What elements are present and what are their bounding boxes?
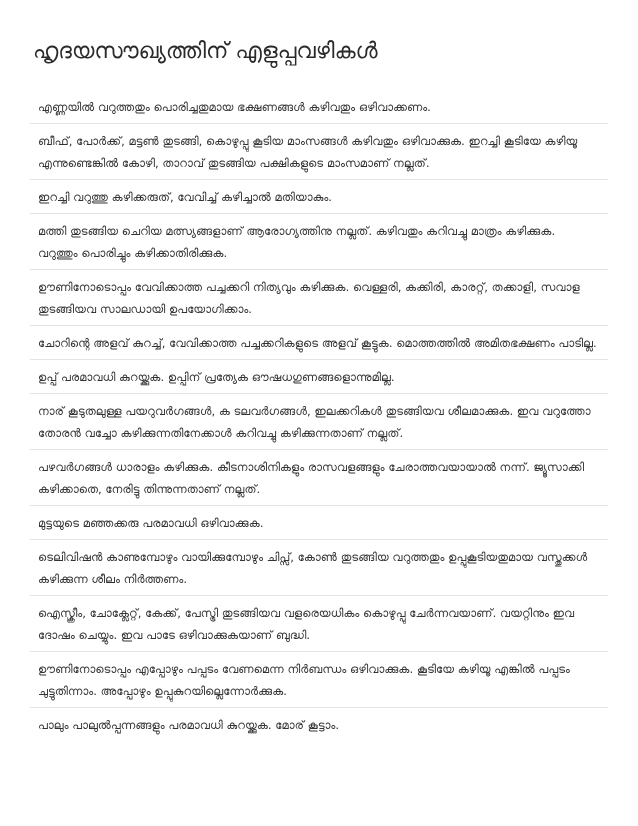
tip-item: ചോറിന്റെ അളവ് കുറച്ച്, വേവിക്കാത്ത പച്ചക്കറികളുടെ അളവ് കൂട്ടുക. മൊത്തത്തിൽ അമിതഭക്ഷണം പാടില്ല. — [30, 326, 608, 360]
tip-item: പാലും പാലുൽപ്പന്നങ്ങളും പരമാവധി കുറയ്ക്കുക. മോര് കൂട്ടാം. — [38, 717, 340, 732]
tip-item: മത്തി തുടങ്ങിയ ചെറിയ മത്സ്യങ്ങളാണ് ആരോഗ്യത്തിനു നല്ലത്. കഴിവതും കറിവച്ചു മാത്രം കഴിക്കുക. വറുത്തും പൊരിച്ചും കഴിക്കാതിരിക്കുക. — [30, 214, 608, 270]
tip-item: മുട്ടയുടെ മഞ്ഞക്കരു പരമാവധി ഒഴിവാക്കുക. — [30, 506, 608, 540]
tip-item: നാര് കൂടുതലുള്ള പയറുവർഗങ്ങൾ, ക ടലവർഗങ്ങൾ, ഇലക്കറികൾ തുടങ്ങിയവ ശീലമാക്കുക. ഇവ വറുത്തോ തോരൻ വച്ചോ കഴിക്കുന്നതിനേക്കാൾ കറിവച്ചു കഴിക്കുന്നതാണ് നല്ലത്. — [30, 394, 608, 450]
page-title: ഹൃദയസൗഖ്യത്തിന് എളുപ്പവഴികൾ — [33, 39, 378, 64]
tip-item: ഊണിനോടൊപ്പം വേവിക്കാത്ത പച്ചക്കറി നിത്യവും കഴിക്കുക. വെള്ളരി, കക്കിരി, കാരറ്റ്, തക്കാളി, സവാള തുടങ്ങിയവ സാലഡായി ഉപയോഗിക്കാം. — [30, 270, 608, 326]
tip-item: ഉപ്പ് പരമാവധി കുറയ്ക്കുക. ഉപ്പിന് പ്രത്യേക ഔഷധഗുണങ്ങളൊന്നുമില്ല. — [30, 360, 608, 394]
tip-item: ഇറച്ചി വറുത്തു കഴിക്കരുത്, വേവിച്ച് കഴിച്ചാൽ മതിയാകും. — [30, 180, 608, 214]
tips-list — [30, 90, 608, 741]
tip-item: ടെലിവിഷൻ കാണുമ്പോഴും വായിക്കുമ്പോഴും ചിപ്സ്, കോൺ തുടങ്ങിയ വറുത്തതും ഉപ്പുകൂടിയതുമായ വസ്തുക്കൾ കഴിക്കുന്ന ശീലം നിർത്തണം. — [30, 540, 608, 596]
tip-item: ഐസ്ക്രീം, ചോക്ലേറ്റ്, കേക്ക്, പേസ്ട്രി തുടങ്ങിയവ വളരെയധികം കൊഴുപ്പു ചേർന്നവയാണ്. വയറ്റിനും ഇവ ദോഷം ചെയ്യും. ഇവ പാടേ ഒഴിവാക്കുകയാണ് ബുദ്ധി. — [30, 596, 608, 652]
tip-item: പഴവർഗങ്ങൾ ധാരാളം കഴിക്കുക. കീടനാശിനികളും രാസവളങ്ങളും ചേരാത്തവയായാൽ നന്ന്. ജ്യൂസാക്കി കഴിക്കാതെ, നേരിട്ടു തിന്നുന്നതാണ് നല്ലത്. — [30, 450, 608, 506]
tip-item: ബീഫ്, പോർക്ക്, മട്ടൺ തുടങ്ങി, കൊഴുപ്പു കൂടിയ മാംസങ്ങൾ കഴിവതും ഒഴിവാക്കുക. ഇറച്ചി കൂടിയേ കഴിയൂ എന്നുണ്ടെങ്കിൽ കോഴി, താറാവ് തുടങ്ങിയ പക്ഷികളുടെ മാംസമാണ് നല്ലത്. — [30, 124, 608, 180]
tip-item: എണ്ണയിൽ വറുത്തതും പൊരിച്ചതുമായ ഭക്ഷണങ്ങൾ കഴിവതും ഒഴിവാക്കണം. — [30, 90, 608, 124]
tip-item: ഊണിനോടൊപ്പം എപ്പോഴും പപ്പടം വേണമെന്ന നിർബന്ധം ഒഴിവാക്കുക. കൂടിയേ കഴിയൂ എങ്കിൽ പപ്പടം ചുട്ടുതിന്നാം. അപ്പോഴും ഉപ്പുകുറയില്ലെന്നോർക്കുക. — [30, 652, 608, 708]
